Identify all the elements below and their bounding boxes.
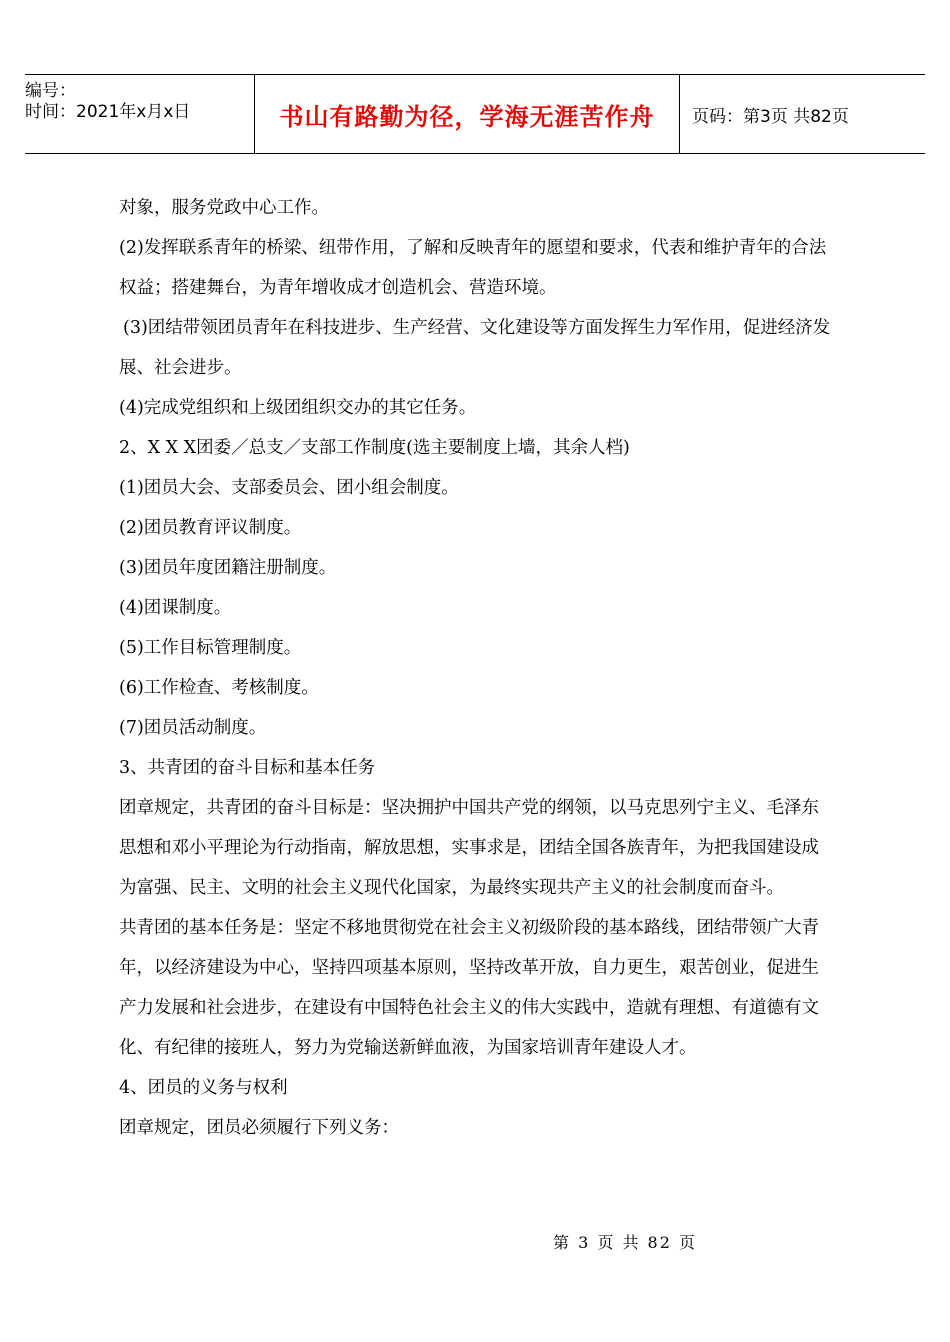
- header-meta: [25, 75, 254, 153]
- page-footer: 第 3 页 共 82 页: [553, 1233, 697, 1252]
- section-heading: 3、共青团的奋斗目标和基本任务: [119, 758, 376, 778]
- paragraph: 共青团的基本任务是：坚定不移地贯彻党在社会主义初级阶段的基本路线，团结带领广大青年，以经济建设为中心，坚持四项基本原则，坚持改革开放，自力更生，艰苦创业，促进生产力发展和社会进步，在建设有中国特色社会主义的伟大实践中，造就有理想、有道德有文化、有纪律的接班人，努力为党输送新鲜血液，为国家培训青年建设人才。: [119, 918, 819, 1058]
- document-time-label: 时间：2021年x月x日: [25, 102, 191, 122]
- header-motto-cell: [254, 75, 680, 153]
- paragraph: (5)工作目标管理制度。: [119, 638, 302, 658]
- paragraph: (7)团员活动制度。: [119, 718, 267, 738]
- paragraph: 团章规定，团员必须履行下列义务：: [119, 1118, 399, 1138]
- paragraph: (4)团课制度。: [119, 598, 232, 618]
- header-page-info: 页码：第3页 共82页: [692, 106, 849, 127]
- section-heading: 2、X X X团委／总支／支部工作制度(选主要制度上墙，其余人档): [119, 438, 630, 458]
- document-body: [119, 188, 831, 1148]
- paragraph: (3)团员年度团籍注册制度。: [119, 558, 337, 578]
- paragraph: (2)发挥联系青年的桥梁、纽带作用，了解和反映青年的愿望和要求，代表和维护青年的合法权益；搭建舞台，为青年增收成才创造机会、营造环境。: [119, 238, 827, 298]
- paragraph: 团章规定，共青团的奋斗目标是：坚决拥护中国共产党的纲领，以马克思列宁主义、毛泽东思想和邓小平理论为行动指南，解放思想，实事求是，团结全国各族青年，为把我国建设成为富强、民主、文明的社会主义现代化国家，为最终实现共产主义的社会制度而奋斗。: [119, 798, 819, 898]
- paragraph: (1)团员大会、支部委员会、团小组会制度。: [119, 478, 459, 498]
- document-header: [25, 74, 925, 154]
- paragraph: (4)完成党组织和上级团组织交办的其它任务。: [119, 398, 477, 418]
- paragraph: (3)团结带领团员青年在科技进步、生产经营、文化建设等方面发挥生力军作用，促进经济发展、社会进步。: [119, 318, 831, 378]
- header-motto: 书山有路勤为径，学海无涯苦作舟: [279, 101, 655, 131]
- document-number-label: 编号：: [25, 81, 76, 101]
- paragraph: (2)团员教育评议制度。: [119, 518, 302, 538]
- paragraph: (6)工作检查、考核制度。: [119, 678, 319, 698]
- paragraph: 对象，服务党政中心工作。: [119, 198, 329, 218]
- section-heading: 4、团员的义务与权利: [119, 1078, 288, 1098]
